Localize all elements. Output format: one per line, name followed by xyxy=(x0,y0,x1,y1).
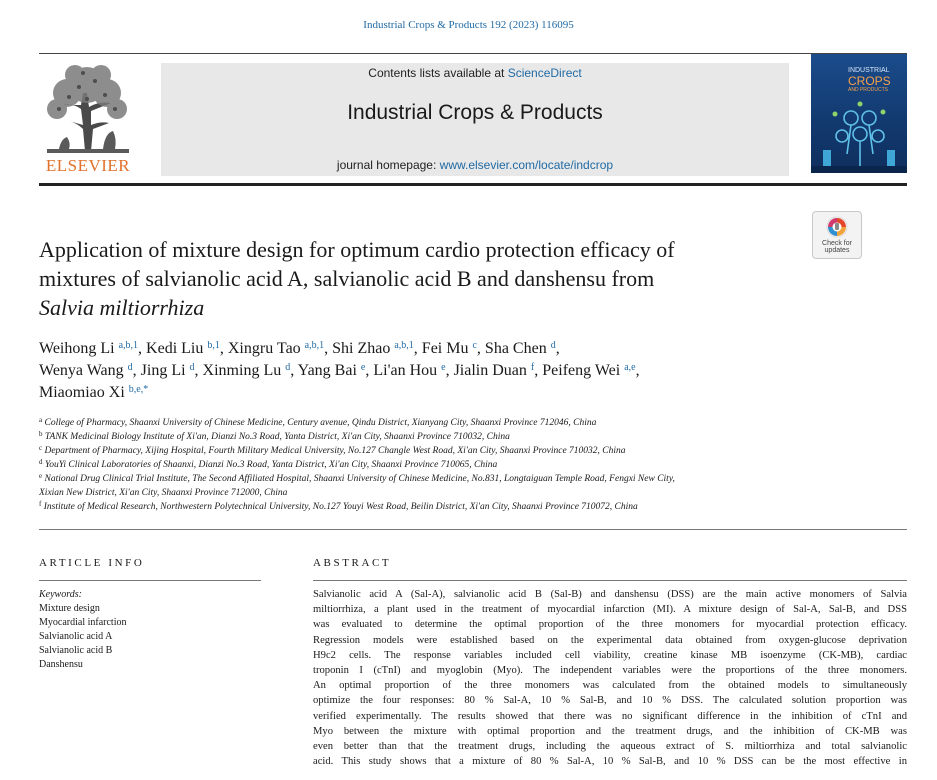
affiliation-item xyxy=(39,458,889,472)
journal-name: Industrial Crops & Products xyxy=(347,101,603,124)
check-updates-line1: Check for xyxy=(822,240,852,247)
masthead-bottom-rule xyxy=(39,183,907,186)
author-name[interactable]: Kedi Liu xyxy=(146,340,204,357)
abstract-line: troponin I (cTnI) and myoglobin (Myo). The independent variables were the proportions of the three monomers. xyxy=(313,665,907,677)
masthead-top-rule xyxy=(39,53,907,54)
keyword[interactable]: Salvianolic acid B xyxy=(39,645,113,656)
author-name[interactable]: Weihong Li xyxy=(39,340,115,357)
affiliation-item xyxy=(39,500,889,514)
author-affiliation-marker[interactable]: e xyxy=(360,362,366,373)
author-line-1: Weihong Li $^{a,b,1}$, Kedi Liu $^{b,1}$, Xingru Tao $^{a,b,1}$, Shi Zhao $^{a,b,1}$, Fei Mu $^c$, Sha Chen $^d$, xyxy=(39,340,560,357)
abstract-body xyxy=(313,587,907,769)
affiliation-item xyxy=(39,444,889,458)
affiliation-text: National Drug Clinical Trial Institute, The Second Affiliated Hospital, Shaanxi University of Chinese Medicine, No.831, Longtaiguan Temple Road, Fengxi New City, xyxy=(44,474,675,484)
affiliation-item xyxy=(39,416,889,430)
keywords-label: Keywords: xyxy=(39,589,82,600)
homepage-prefix: journal homepage: xyxy=(336,158,440,172)
author-name[interactable]: Sha Chen xyxy=(484,340,547,357)
author-line-2: Wenya Wang $^d$, Jing Li $^d$, Xinming Lu $^d$, Yang Bai $^e$, Li'an Hou $^e$, Jialin Duan $^f$, Peifeng Wei $^{a,e}$, xyxy=(39,362,640,379)
abstract-line: miltiorrhiza, a plant used in the treatment of myocardial infarction (MI). A mixture design of Sal-A, Sal-B, and DSS xyxy=(313,604,907,616)
article-info-heading: ARTICLE INFO xyxy=(39,557,145,569)
abstract-line: H9c2 cells. The response variables included cell viability, creatine kinase MB isoenzyme (CK-MB), cardiac xyxy=(313,649,907,661)
affiliation-list xyxy=(39,416,889,514)
author-affiliation-marker[interactable]: a,b,1 xyxy=(394,340,414,351)
author-name[interactable]: Wenya Wang xyxy=(39,362,124,379)
journal-cover-thumbnail[interactable] xyxy=(811,54,907,173)
author-affiliation-marker[interactable]: c xyxy=(472,340,477,351)
keyword[interactable]: Danshensu xyxy=(39,659,83,670)
abstract-rule xyxy=(313,580,907,581)
author-affiliation-marker[interactable]: d xyxy=(189,362,195,373)
author-affiliation-marker[interactable]: f xyxy=(530,362,535,373)
keyword[interactable]: Salvianolic acid A xyxy=(39,631,113,642)
article-title-line-2: mixtures of salvianolic acid A, salvianolic acid B and danshensu from xyxy=(39,266,655,291)
affiliation-text: YouYi Clinical Laboratories of Shaanxi, Dianzi No.3 Road, Yanta District, Xi'an City, Shaanxi Province 710065, China xyxy=(44,460,498,470)
article-info-rule xyxy=(39,580,261,581)
keywords-block xyxy=(39,588,126,672)
cover-artwork xyxy=(811,54,907,173)
abstract-line: verified experimentally. The results showed that there was no significant difference in the inhibition of cTnI and xyxy=(313,710,907,722)
author-affiliation-marker[interactable]: a,e xyxy=(624,362,636,373)
affiliation-key: f xyxy=(39,500,42,508)
abstract-line: Regression models were established based on the experimental data obtained from oxygen-glucose deprivation xyxy=(313,634,907,646)
sciencedirect-link[interactable]: ScienceDirect xyxy=(507,66,582,80)
author-line-3 xyxy=(39,382,829,404)
affiliation-key: d xyxy=(39,458,43,466)
affiliation-key: a xyxy=(39,416,43,424)
affiliation-key: b xyxy=(39,430,43,438)
author-name[interactable]: Fei Mu xyxy=(421,340,469,357)
author-name[interactable]: Xinming Lu xyxy=(202,362,282,379)
author-affiliation-marker[interactable]: e xyxy=(441,362,446,373)
contents-prefix: Contents lists available at xyxy=(368,66,508,80)
author-name[interactable]: Jialin Duan xyxy=(453,362,527,379)
affiliation-text: College of Pharmacy, Shaanxi University of Chinese Medicine, Century avenue, Qindu District, Xianyang City, Shaanxi Province 712046, China xyxy=(44,418,597,428)
journal-citation[interactable]: Industrial Crops & Products 192 (2023) 116095 xyxy=(363,19,574,31)
cover-title-main: CROPS xyxy=(848,74,891,88)
abstract-line: Salvianolic acid A (Sal-A), salvianolic acid B (Sal-B) and danshensu (DSS) are the main active monomers of Salvia xyxy=(313,589,907,600)
abstract-heading: ABSTRACT xyxy=(313,557,392,569)
affiliation-key: e xyxy=(39,472,43,480)
author-name[interactable]: Miaomiao Xi xyxy=(39,384,125,401)
check-updates-label xyxy=(813,240,861,254)
contents-available-line xyxy=(161,66,789,80)
article-title-line-1: Application of mixture design for optimum cardio protection efficacy of xyxy=(39,237,675,262)
keyword[interactable]: Mixture design xyxy=(39,603,100,614)
masthead-banner xyxy=(161,63,789,176)
check-updates-line2: updates xyxy=(824,247,850,254)
author-affiliation-marker[interactable]: d xyxy=(285,362,291,373)
affiliation-text: Department of Pharmacy, Xijing Hospital, Fourth Military Medical University, No.127 Changle West Road, Xi'an City, Shaanxi Province 710032, China xyxy=(44,446,626,456)
author-name[interactable]: Xingru Tao xyxy=(227,340,301,357)
article-title-line-3: Salvia miltiorrhiza xyxy=(39,295,205,320)
author-name[interactable]: Li'an Hou xyxy=(373,362,438,379)
header-divider xyxy=(39,529,907,530)
check-for-updates-button[interactable] xyxy=(812,211,862,259)
author-name[interactable]: Jing Li xyxy=(140,362,186,379)
article-title xyxy=(39,235,799,322)
elsevier-wordmark: ELSEVIER xyxy=(45,156,131,175)
abstract-line: even better than that the treatment drugs, including the aqueous extract of S. miltiorrhiza and total salvianolic xyxy=(313,741,907,753)
author-affiliation-marker[interactable]: a,b,1 xyxy=(118,340,139,351)
affiliation-text: Institute of Medical Research, Northwestern Polytechnical University, No.127 Youyi West Road, Beilin District, Xi'an City, Shaanxi Province 710072, China xyxy=(43,502,638,512)
author-affiliation-marker[interactable]: d xyxy=(550,340,556,351)
affiliation-item xyxy=(39,430,889,444)
abstract-line: acid. This study shows that a mixture of 80 % Sal-A, 10 % Sal-B, and 10 % DSS can be the most effective in xyxy=(313,756,907,768)
check-updates-icon xyxy=(813,212,861,242)
affiliation-item-continued: Xixian New District, Xi'an City, Shaanxi Province 712000, China xyxy=(39,488,288,498)
author-name[interactable]: Yang Bai xyxy=(297,362,357,379)
abstract-line: optimize the four responses: 80 % Sal-A, 10 % Sal-B, and 10 % DSS. The calculated solution proportion was xyxy=(313,695,907,707)
author-name[interactable]: Shi Zhao xyxy=(332,340,391,357)
abstract-line: was evaluated to determine the optimal proportion of the three monomers for myocardial protection efficacy. xyxy=(313,619,907,631)
author-affiliation-marker[interactable]: a,b,1 xyxy=(304,340,325,351)
cover-title-top: INDUSTRIAL xyxy=(848,67,890,74)
abstract-line: An optimal proportion of the three monomers was calculated from the obtained models to simultaneously xyxy=(313,680,907,692)
author-name[interactable]: Peifeng Wei xyxy=(542,362,621,379)
author-affiliation-marker[interactable]: b,1 xyxy=(207,340,220,351)
affiliation-text: TANK Medicinal Biology Institute of Xi'an, Dianzi No.3 Road, Yanta District, Xi'an City, Shaanxi Province 710032, China xyxy=(44,432,510,442)
cover-title-bottom: AND PRODUCTS xyxy=(848,87,889,93)
abstract-line: Myo between the mixture with optimal proportion and the treatment drugs, and the inhibition of CK-MB was xyxy=(313,725,907,737)
affiliation-key: c xyxy=(39,444,43,452)
author-affiliation-marker[interactable]: b,e,* xyxy=(128,384,149,395)
author-affiliation-marker[interactable]: d xyxy=(127,362,133,373)
journal-homepage-line xyxy=(161,158,789,172)
journal-homepage-link[interactable]: www.elsevier.com/locate/indcrop xyxy=(439,158,614,172)
author-list xyxy=(39,338,829,404)
keyword[interactable]: Myocardial infarction xyxy=(39,617,127,628)
affiliation-item xyxy=(39,472,889,486)
